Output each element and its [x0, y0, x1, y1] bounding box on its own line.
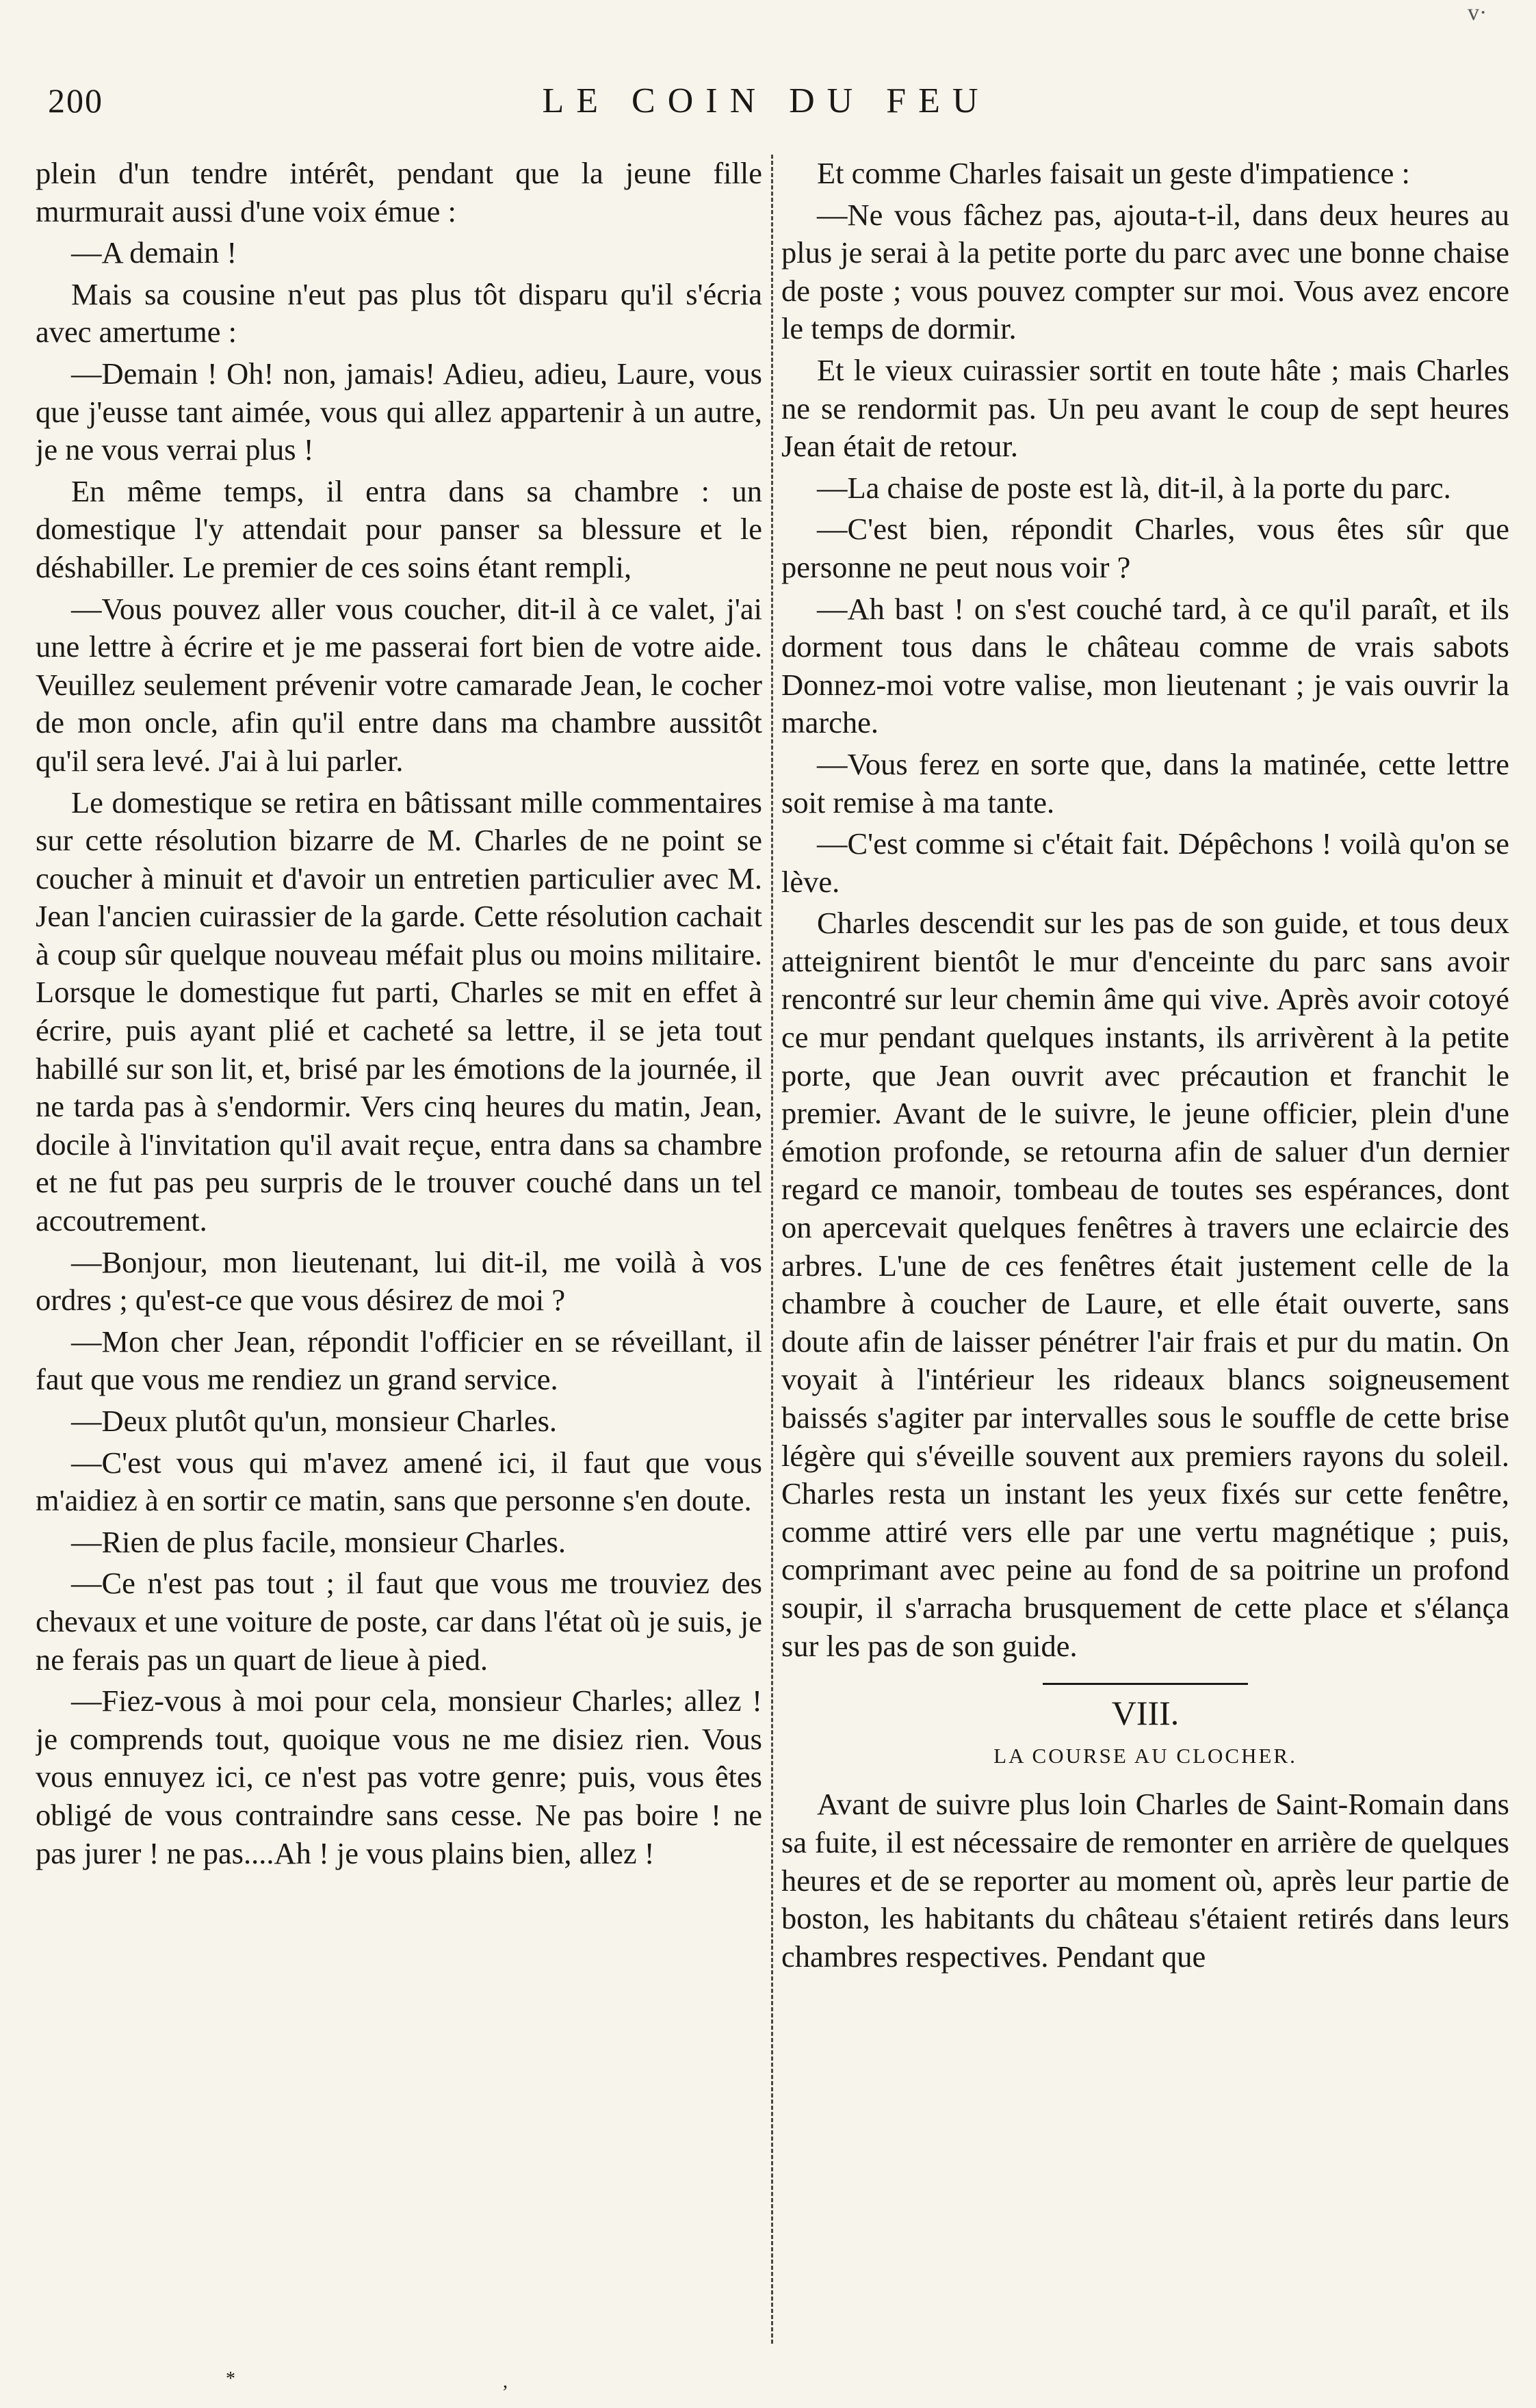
foot-mark: , [503, 2371, 508, 2392]
paragraph: En même temps, il entra dans sa chambre : un domestique l'y attendait pour panser sa blessure et le déshabiller. Le premier de ces soins étant rempli, [36, 473, 762, 584]
column-divider [771, 155, 773, 2344]
paragraph: —Deux plutôt qu'un, monsieur Charles. [71, 1404, 558, 1438]
foot-mark: * [226, 2368, 235, 2390]
chapter-number: VIII. [1111, 1694, 1180, 1733]
left-column [36, 155, 762, 2385]
page-number: 200 [48, 81, 103, 120]
paragraph: Charles descendit sur les pas de son guide, et tous deux atteignirent bientôt le mur d'enceinte du parc sans avoir rencontré sur leur chemin âme qui vive. Après avoir cotoyé ce mur pendant quelques instants, ils arrivèrent à la petite porte, que Jean ouvrit avec précaution et franchit le premier. Avant de le suivre, le jeune officier, plein d'une émotion profonde, se retourna afin de saluer d'un dernier regard ce manoir, tombeau de toutes ses espérances, dont on apercevait quelques fenêtres à travers une eclaircie des arbres. L'une de ces fenêtres était justement celle de la chambre à coucher de Laure, et elle était ouverte, sans doute afin de laisser pénétrer l'air frais et pur du matin. On voyait à l'intérieur les rideaux blancs soigneusement baissés s'agiter par intervalles sous le souffle de cette brise légère qui s'éveille souvent aux premiers rayons du soleil. Charles resta un instant les yeux fixés sur cette fenêtre, comme attiré vers elle par une vertu magnétique ; puis, comprimant avec peine au fond de sa poitrine un profond soupir, il s'arracha brusquement de cette place et s'élança sur les pas de son guide. [781, 906, 1509, 1663]
paragraph: —Demain ! Oh! non, jamais! Adieu, adieu, Laure, vous que j'eusse tant aimée, vous qui allez appartenir à un autre, je ne vous verrai plus ! [36, 356, 762, 467]
right-column [781, 155, 1509, 2385]
chapter-rule [1043, 1683, 1248, 1685]
paragraph: Avant de suivre plus loin Charles de Saint-Romain dans sa fuite, il est nécessaire de remonter en arrière de quelques heures et de se reporter au moment où, après leur partie de boston, les habitants du château s'étaient retirés dans leurs chambres respectives. Pendant que [781, 1787, 1509, 1974]
running-head [48, 81, 1485, 135]
paragraph: Et le vieux cuirassier sortit en toute hâte ; mais Charles ne se rendormit pas. Un peu avant le coup de sept heures Jean était de retour. [781, 352, 1509, 464]
paragraph: —Vous ferez en sorte que, dans la matinée, cette lettre soit remise à ma tante. [781, 746, 1509, 820]
chapter-title: LA COURSE AU CLOCHER. [993, 1743, 1297, 1768]
paragraph: —Ce n'est pas tout ; il faut que vous me trouviez des chevaux et une voiture de poste, car dans l'état où je suis, je ne ferais pas un quart de lieue à pied. [36, 1566, 762, 1677]
paragraph: —Ah bast ! on s'est couché tard, à ce qu'il paraît, et ils dorment tous dans le château comme de vrais sabots Donnez-moi votre valise, mon lieutenant ; je vais ouvrir la marche. [781, 591, 1509, 740]
paragraph: Mais sa cousine n'eut pas plus tôt disparu qu'il s'écria avec amertume : [36, 276, 762, 350]
paragraph: —Vous pouvez aller vous coucher, dit-il à ce valet, j'ai une lettre à écrire et je me passerai fort bien de votre aide. Veuillez seulement prévenir votre camarade Jean, le cocher de mon oncle, afin qu'il entre dans ma chambre aussitôt qu'il sera levé. J'ai à lui parler. [36, 591, 762, 778]
corner-mark: v· [1468, 0, 1487, 25]
paragraph: —Bonjour, mon lieutenant, lui dit-il, me voilà à vos ordres ; qu'est-ce que vous désirez de moi ? [36, 1244, 762, 1318]
journal-title: LE COIN DU FEU [542, 81, 991, 120]
paragraph: —C'est vous qui m'avez amené ici, il faut que vous m'aidiez à en sortir ce matin, sans que personne s'en doute. [36, 1445, 762, 1518]
paragraph: plein d'un tendre intérêt, pendant que la jeune fille murmurait aussi d'une voix émue : [36, 156, 762, 228]
paragraph: —A demain ! [71, 235, 237, 270]
paragraph: —Rien de plus facile, monsieur Charles. [71, 1524, 566, 1559]
paragraph: —Ne vous fâchez pas, ajouta-t-il, dans deux heures au plus je serai à la petite porte du parc avec une bonne chaise de poste ; vous pouvez compter sur moi. Vous avez encore le temps de dormir. [781, 197, 1509, 346]
paragraph: —Fiez-vous à moi pour cela, monsieur Charles; allez ! je comprends tout, quoique vous ne me disiez rien. Vous vous ennuyez ici, ce n'est pas votre genre; puis, vous êtes obligé de vous contraindre sans cesse. Ne pas boire ! ne pas jurer ! ne pas....Ah ! je vous plains bien, allez ! [36, 1684, 762, 1870]
paragraph: —C'est comme si c'était fait. Dépêchons ! voilà qu'on se lève. [781, 826, 1509, 899]
paragraph: —Mon cher Jean, répondit l'officier en se réveillant, il faut que vous me rendiez un grand service. [36, 1324, 762, 1397]
paragraph: Et comme Charles faisait un geste d'impatience : [817, 156, 1410, 190]
paragraph: Le domestique se retira en bâtissant mille commentaires sur cette résolution bizarre de M. Charles de ne point se coucher à minuit et d'avoir un entretien particulier avec M. Jean l'ancien cuirassier de la garde. Cette résolution cachait à coup sûr quelque nouveau méfait plus ou moins militaire. Lorsque le domestique fut parti, Charles se mit en effet à écrire, puis ayant plié et cacheté sa lettre, il se jeta tout habillé sur son lit, et, brisé par les émotions de la journée, il ne tarda pas à s'endormir. Vers cinq heures du matin, Jean, docile à l'invitation qu'il avait reçue, entra dans sa chambre et ne fut pas peu surpris de le trouver couché dans un tel accoutrement. [36, 785, 762, 1238]
paragraph: —C'est bien, répondit Charles, vous êtes sûr que personne ne peut nous voir ? [781, 512, 1509, 584]
paragraph: —La chaise de poste est là, dit-il, à la porte du parc. [817, 470, 1451, 505]
